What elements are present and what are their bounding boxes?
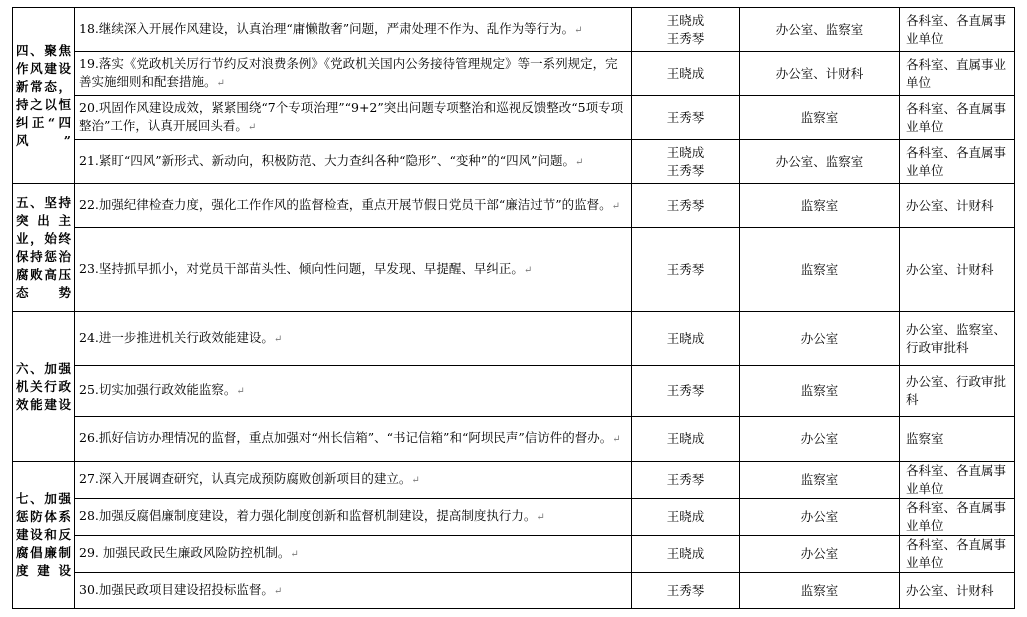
coop-unit-cell: 各科室、各直属事业单位 — [900, 140, 1015, 184]
leader-cell — [632, 228, 740, 312]
leader-cell — [632, 184, 740, 228]
coop-unit-cell: 各科室、各直属事业单位 — [900, 499, 1015, 536]
paragraph-mark-icon: ↵ — [411, 475, 420, 486]
lead-dept-cell: 办公室、计财科 — [740, 52, 900, 96]
leader-cell — [632, 52, 740, 96]
leader-name: 王晓成 — [666, 431, 705, 446]
leader-name: 王秀琴 — [666, 261, 705, 277]
lead-dept-cell: 监察室 — [740, 228, 900, 312]
paragraph-mark-icon: ↵ — [247, 121, 257, 133]
task-text: 19.落实《党政机关厉行节约反对浪费条例》《党政机关国内公务接待管理规定》等一系列规定，完善实施细则和配套措施。 — [79, 55, 618, 89]
task-cell — [75, 8, 632, 52]
paragraph-mark-icon: ↵ — [273, 333, 283, 345]
coop-unit-cell: 各科室、各直属事业单位 — [900, 8, 1015, 52]
coop-unit-cell: 各科室、直属事业单位 — [900, 52, 1015, 96]
paragraph-mark-icon: ↵ — [273, 585, 283, 597]
leader-name: 王晓成 — [666, 65, 705, 81]
coop-unit-cell: 办公室、监察室、行政审批科 — [900, 312, 1015, 366]
table-row — [13, 140, 1015, 184]
leader-name: 王秀琴 — [666, 30, 705, 46]
paragraph-mark-icon: ↵ — [236, 386, 245, 397]
task-text: 24.进一步推进机关行政效能建设。 — [79, 329, 274, 345]
task-text: 21.紧盯“四风”新形式、新动向，积极防范、大力查纠各种“隐形”、“变种”的“四风”问题。 — [79, 152, 576, 168]
leader-name: 王秀琴 — [666, 582, 705, 598]
table-row — [13, 573, 1015, 609]
lead-dept-cell: 监察室 — [740, 573, 900, 609]
task-text: 27.深入开展调查研究，认真完成预防腐败创新项目的建立。 — [79, 471, 412, 486]
paragraph-mark-icon: ↵ — [611, 200, 621, 212]
table-row — [13, 462, 1015, 499]
task-cell — [75, 366, 632, 417]
paragraph-mark-icon: ↵ — [536, 512, 545, 523]
leader-cell — [632, 417, 740, 462]
category-cell: 七、加强惩防体系建设和反腐倡廉制度建设 — [13, 462, 75, 609]
paragraph-mark-icon: ↵ — [216, 77, 225, 89]
task-cell — [75, 499, 632, 536]
coop-unit-cell: 监察室 — [900, 417, 1015, 462]
coop-unit-cell: 各科室、各直属事业单位 — [900, 462, 1015, 499]
coop-unit-cell: 各科室、各直属事业单位 — [900, 96, 1015, 140]
table-row — [13, 8, 1015, 52]
paragraph-mark-icon: ↵ — [612, 434, 621, 445]
task-cell — [75, 462, 632, 499]
leader-cell — [632, 8, 740, 52]
task-cell — [75, 417, 632, 462]
responsibility-table — [12, 7, 1015, 609]
leader-cell — [632, 573, 740, 609]
leader-name: 王秀琴 — [666, 162, 705, 178]
task-text: 23.坚持抓早抓小，对党员干部苗头性、倾向性问题，早发现、早提醒、早纠正。 — [79, 260, 524, 276]
category-cell: 五、坚持突出主业，始终保持惩治腐败高压态势 — [13, 184, 75, 312]
leader-name: 王晓成 — [666, 546, 705, 561]
task-text: 25.切实加强行政效能监察。 — [79, 382, 237, 397]
leader-name: 王秀琴 — [666, 383, 705, 398]
table-row — [13, 228, 1015, 312]
leader-cell — [632, 366, 740, 417]
task-cell — [75, 573, 632, 609]
leader-name: 王秀琴 — [666, 472, 705, 487]
leader-cell — [632, 312, 740, 366]
task-cell — [75, 52, 632, 96]
table-row — [13, 536, 1015, 573]
task-text: 18.继续深入开展作风建设，认真治理“庸懒散奢”问题，严肃处理不作为、乱作为等行为。 — [79, 20, 575, 36]
paragraph-mark-icon: ↵ — [523, 264, 533, 276]
task-cell — [75, 312, 632, 366]
leader-name: 王晓成 — [666, 509, 705, 524]
category-cell: 四、聚焦作风建设新常态，持之以恒纠正“四风” — [13, 8, 75, 184]
task-text: 26.抓好信访办理情况的监督，重点加强对“州长信箱”、“书记信箱”和“阿坝民声”信访件的督办。 — [79, 430, 613, 445]
task-cell — [75, 96, 632, 140]
paragraph-mark-icon: ↵ — [574, 24, 583, 36]
task-cell — [75, 140, 632, 184]
leader-name: 王秀琴 — [666, 109, 705, 125]
leader-cell — [632, 499, 740, 536]
lead-dept-cell: 办公室 — [740, 417, 900, 462]
paragraph-mark-icon: ↵ — [290, 549, 299, 560]
lead-dept-cell: 监察室 — [740, 96, 900, 140]
lead-dept-cell: 办公室 — [740, 499, 900, 536]
task-text: 20.巩固作风建设成效，紧紧围绕“7个专项治理”“9+2”突出问题专项整治和巡视反馈整改“5项专项整治”工作，认真开展回头看。 — [79, 99, 624, 133]
task-cell — [75, 184, 632, 228]
leader-name: 王秀琴 — [666, 197, 705, 213]
coop-unit-cell: 办公室、行政审批科 — [900, 366, 1015, 417]
leader-cell — [632, 96, 740, 140]
coop-unit-cell: 各科室、各直属事业单位 — [900, 536, 1015, 573]
leader-cell — [632, 140, 740, 184]
lead-dept-cell: 监察室 — [740, 462, 900, 499]
table-row — [13, 184, 1015, 228]
table-row — [13, 417, 1015, 462]
task-text: 28.加强反腐倡廉制度建设，着力强化制度创新和监督机制建设，提高制度执行力。 — [79, 508, 537, 523]
coop-unit-cell: 办公室、计财科 — [900, 228, 1015, 312]
table-row — [13, 366, 1015, 417]
table-row — [13, 312, 1015, 366]
table-row — [13, 96, 1015, 140]
lead-dept-cell: 办公室、监察室 — [740, 8, 900, 52]
lead-dept-cell: 监察室 — [740, 366, 900, 417]
leader-name: 王晓成 — [666, 144, 705, 160]
leader-cell — [632, 462, 740, 499]
table-row — [13, 52, 1015, 96]
task-text: 29. 加强民政民生廉政风险防控机制。 — [79, 545, 291, 560]
paragraph-mark-icon: ↵ — [575, 156, 584, 168]
leader-name: 王晓成 — [666, 12, 705, 28]
coop-unit-cell: 办公室、计财科 — [900, 184, 1015, 228]
leader-cell — [632, 536, 740, 573]
task-text: 30.加强民政项目建设招投标监督。 — [79, 581, 274, 597]
lead-dept-cell: 办公室、监察室 — [740, 140, 900, 184]
table-row — [13, 499, 1015, 536]
leader-name: 王晓成 — [666, 330, 705, 346]
task-text: 22.加强纪律检查力度，强化工作作风的监督检查，重点开展节假日党员干部“廉洁过节”的监督。 — [79, 196, 612, 212]
coop-unit-cell: 办公室、计财科 — [900, 573, 1015, 609]
lead-dept-cell: 办公室 — [740, 536, 900, 573]
category-cell: 六、加强机关行政效能建设 — [13, 312, 75, 462]
lead-dept-cell: 办公室 — [740, 312, 900, 366]
lead-dept-cell: 监察室 — [740, 184, 900, 228]
task-cell — [75, 536, 632, 573]
task-cell — [75, 228, 632, 312]
